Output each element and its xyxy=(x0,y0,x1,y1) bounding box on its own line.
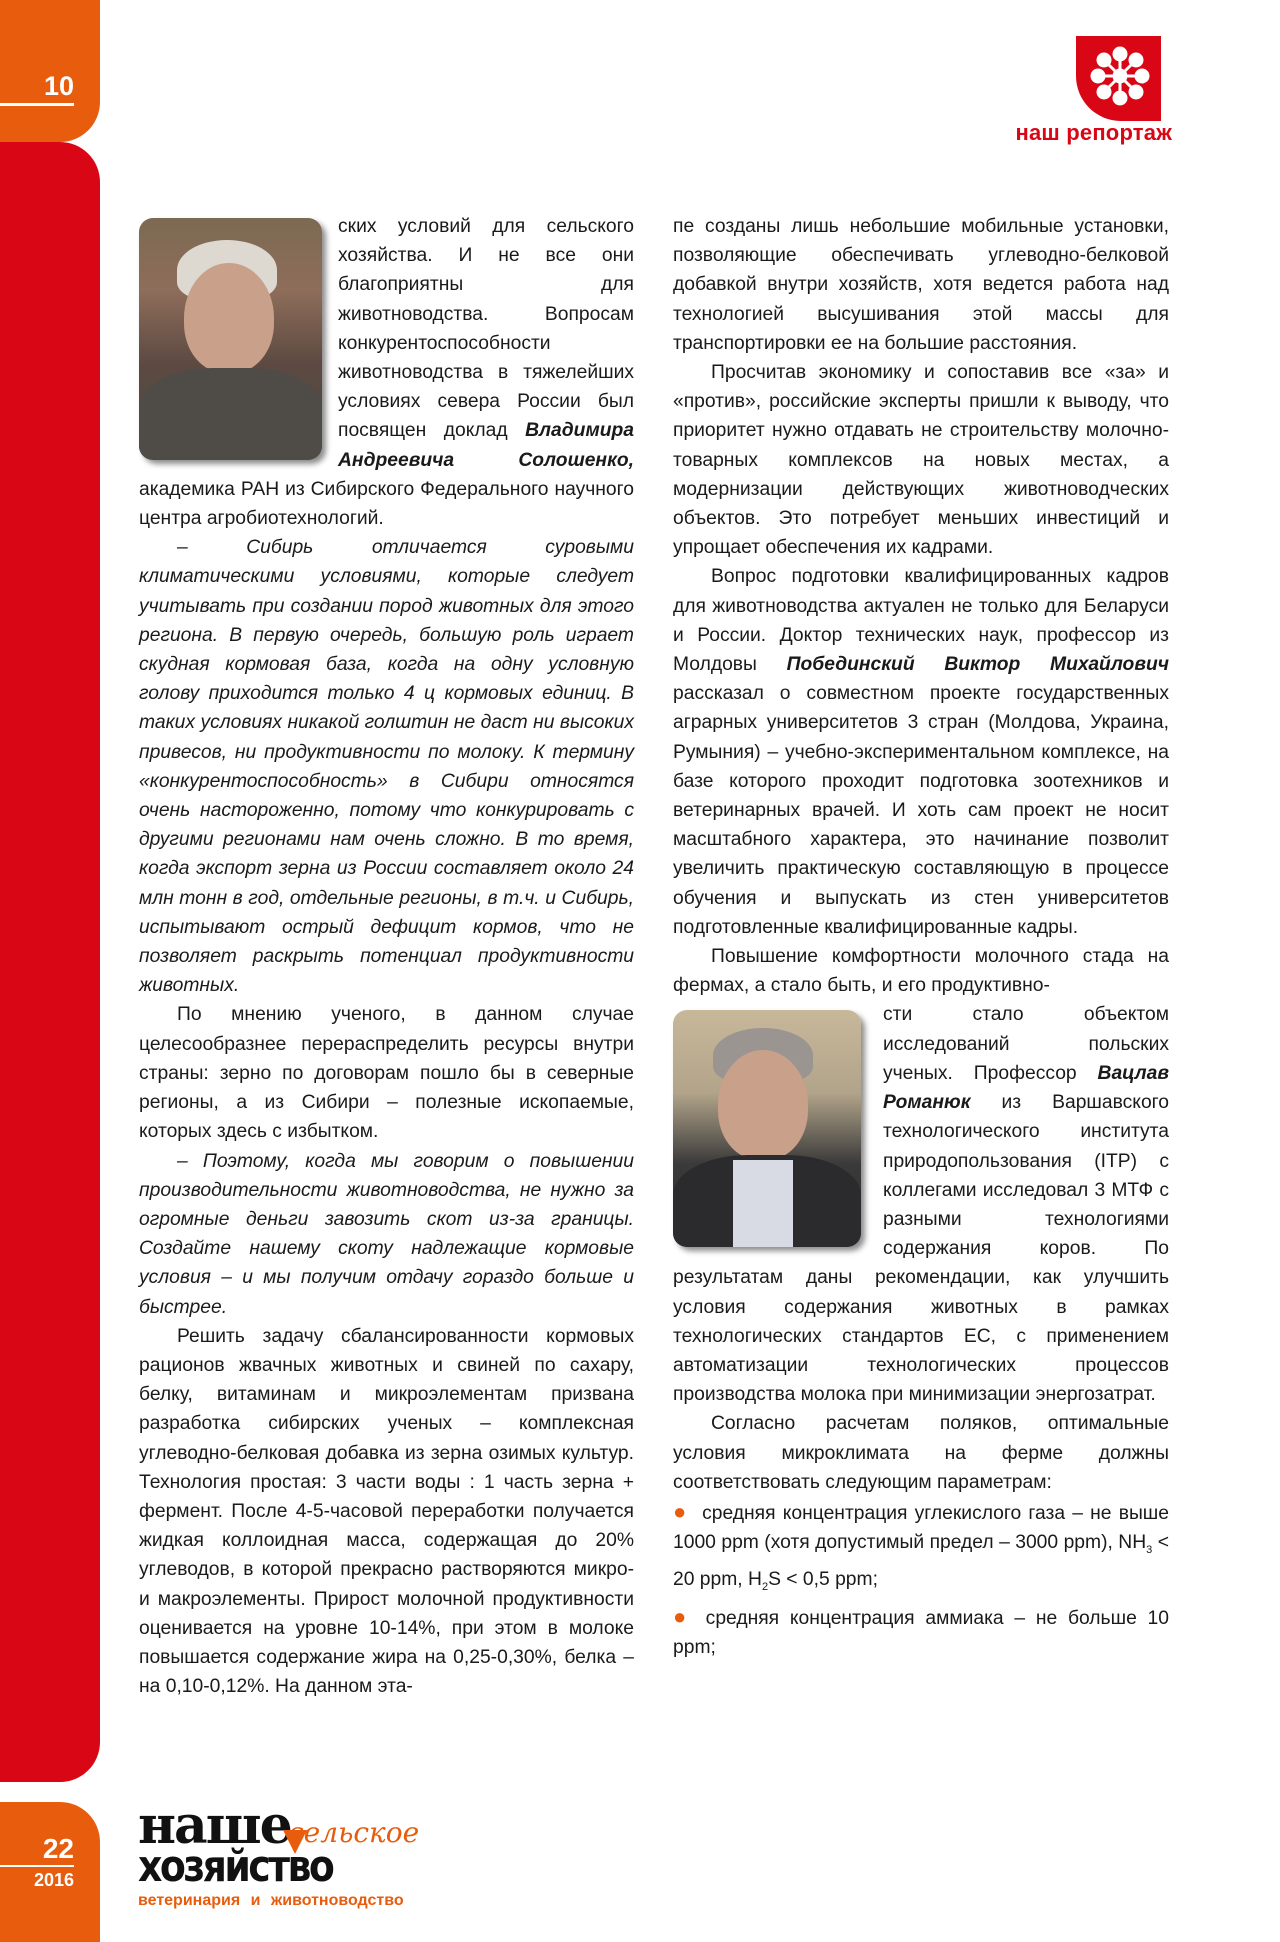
logo-word-2: хозяйство xyxy=(138,1841,333,1892)
bullet-item: ● средняя концентрация углекислого газа – не выше 1000 ppm (хотя допустимый предел – 3000 ppm), $NH_3 < 20$ ppm, $H_2S < 0,5$ ppm; xyxy=(673,1498,1170,1594)
logo-script-word: сельское xyxy=(288,1816,420,1849)
issue-number: 22 xyxy=(0,1835,74,1867)
article-column-2 xyxy=(673,212,1169,1663)
paragraph: По мнению ученого, в данном случае целесообразнее перераспределить ресурсы внутри страны: зерно по договорам пошло бы в северные регионы, а из Сибири – полезные ископаемые, которых здесь с избытком. xyxy=(139,1004,634,1143)
issue-year: 2016 xyxy=(33,1870,74,1890)
side-red-bar xyxy=(0,142,100,1782)
bullet-icon: ● xyxy=(673,1498,689,1524)
paragraph: Просчитав экономику и сопоставив все «за» и «против», российские эксперты пришли к выводу, что приоритет нужно отдавать не строительству молочно-товарных комплексов на новых местах, а модернизации действующих животноводческих объектов. Это потребует меньших инвестиций и упрощает обеспечения их кадрами. xyxy=(673,362,1169,559)
logo-subtitle: ветеринария и животноводство xyxy=(138,1892,404,1909)
bullet-item: ● средняя концентрация аммиака – не больше 10 ppm; xyxy=(673,1604,1169,1659)
magazine-logo xyxy=(138,1795,498,1920)
person-name: Владимира Андреевича Солошенко, xyxy=(338,420,634,471)
quote-paragraph: – Сибирь отличается суровыми климатическими условиями, которые следует учитывать при создании пород животных для этого региона. В первую очередь, большую роль играет скудная кормовая база, когда на одну условную голову приходится только 4 ц кормовых единиц. В таких условиях никакой голштин не даст ни высоких привесов, ни продуктивности по молоку. К термину «конкурентоспособность» в Сибири относятся очень настороженно, потому что конкурировать с другими регионами нам очень сложно. В то время, когда экспорт зерна из России составляет около 24 млн тонн в год, отдельные регионы, в т.ч. и Сибирь, испытывают острый дефицит кормов, что не позволяет раскрыть потенциал продуктивности животных. xyxy=(139,537,634,997)
page-number: 10 xyxy=(0,72,74,106)
paragraph: сти стало объектом исследований польских ученых. Профессор Вацлав Романюк из Варшавского технологического института природопользования (ITP) с коллегами исследовал 3 МТФ с разными технологиями содержания коров. По результатам даны рекомендации, как улучшить условия содержания животных в рамках технологических стандартов ЕС, с применением автоматизации технологических процессов производства молока при минимизации энергозатрат. xyxy=(673,1004,1169,1406)
asterisk-flower-icon xyxy=(1090,46,1150,106)
quote-paragraph: – Поэтому, когда мы говорим о повышении производительности животноводства, не нужно за огромные деньги завозить скот из-за границы. Создайте нашему скоту надлежащие кормовые условия – и мы получим отдачу гораздо больше и быстрее. xyxy=(139,1150,634,1318)
photo-romaniuk xyxy=(673,1010,861,1247)
paragraph: Решить задачу сбалансированности кормовых рационов жвачных животных и свиней по сахару, белку, витаминам и микроэлементам призвана разработка сибирских ученых – комплексная углеводно-белковая добавка из зерна озимых культур. Технология простая: 3 части воды : 1 часть зерна + фермент. После 4-5-часовой переработки получается жидкая коллоидная масса, содержащая до 20% углеводов, в которой прекрасно растворяются микро- и макроэлементы. Прирост молочной продуктивности оценивается на уровне 10-14%, при этом в молоке повышается содержание жира на 0,25-0,30%, белка – на 0,10-0,12%. На данном эта- xyxy=(139,1325,634,1698)
paragraph: ских условий для сельского хозяйства. И не все они благоприятны для животноводства. Вопросам конкурентоспособности животноводства в тяжелейших условиях севера России был посвящен доклад Владимира Андреевича Солошенко, академика РАН из Сибирского Федерального научного центра агробиотехнологий. xyxy=(139,216,634,530)
paragraph: Согласно расчетам поляков, оптимальные условия микроклимата на ферме должны соответствовать следующим параметрам: xyxy=(673,1413,1169,1493)
paragraph: Повышение комфортности молочного стада на фермах, а стало быть, и его продуктивно- xyxy=(673,946,1169,997)
section-badge xyxy=(1076,36,1161,121)
article-column-1 xyxy=(139,212,634,1701)
logo-word-1: наше xyxy=(138,1795,291,1856)
paragraph: пе созданы лишь небольшие мобильные установки, позволяющие обеспечивать углеводно-белковой добавкой внутри хозяйств, хотя ведется работа над технологией высушивания этой массы для транспортировки ее на большие расстояния. xyxy=(673,216,1169,354)
paragraph: Вопрос подготовки квалифицированных кадров для животноводства актуален не только для Беларуси и России. Доктор технических наук, профессор из Молдовы Побединский Виктор Михайлович рассказал о совместном проекте государственных аграрных университетов 3 стран (Молдова, Украина, Румыния) – учебно-экспериментальном комплексе, на базе которого проходит подготовка зоотехников и ветеринарных врачей. И хоть сам проект не носит масштабного характера, это начинание позволит увеличить практическую составляющую в процессе обучения и выпускать из стен университетов подготовленные квалифицированные кадры. xyxy=(673,566,1169,938)
person-name: Побединский Виктор Михайлович xyxy=(786,654,1169,676)
section-title: наш репортаж xyxy=(1015,120,1172,145)
bullet-icon: ● xyxy=(673,1604,692,1630)
photo-soloshenko xyxy=(139,218,322,460)
person-name: Вацлав Романюк xyxy=(883,1062,1169,1114)
